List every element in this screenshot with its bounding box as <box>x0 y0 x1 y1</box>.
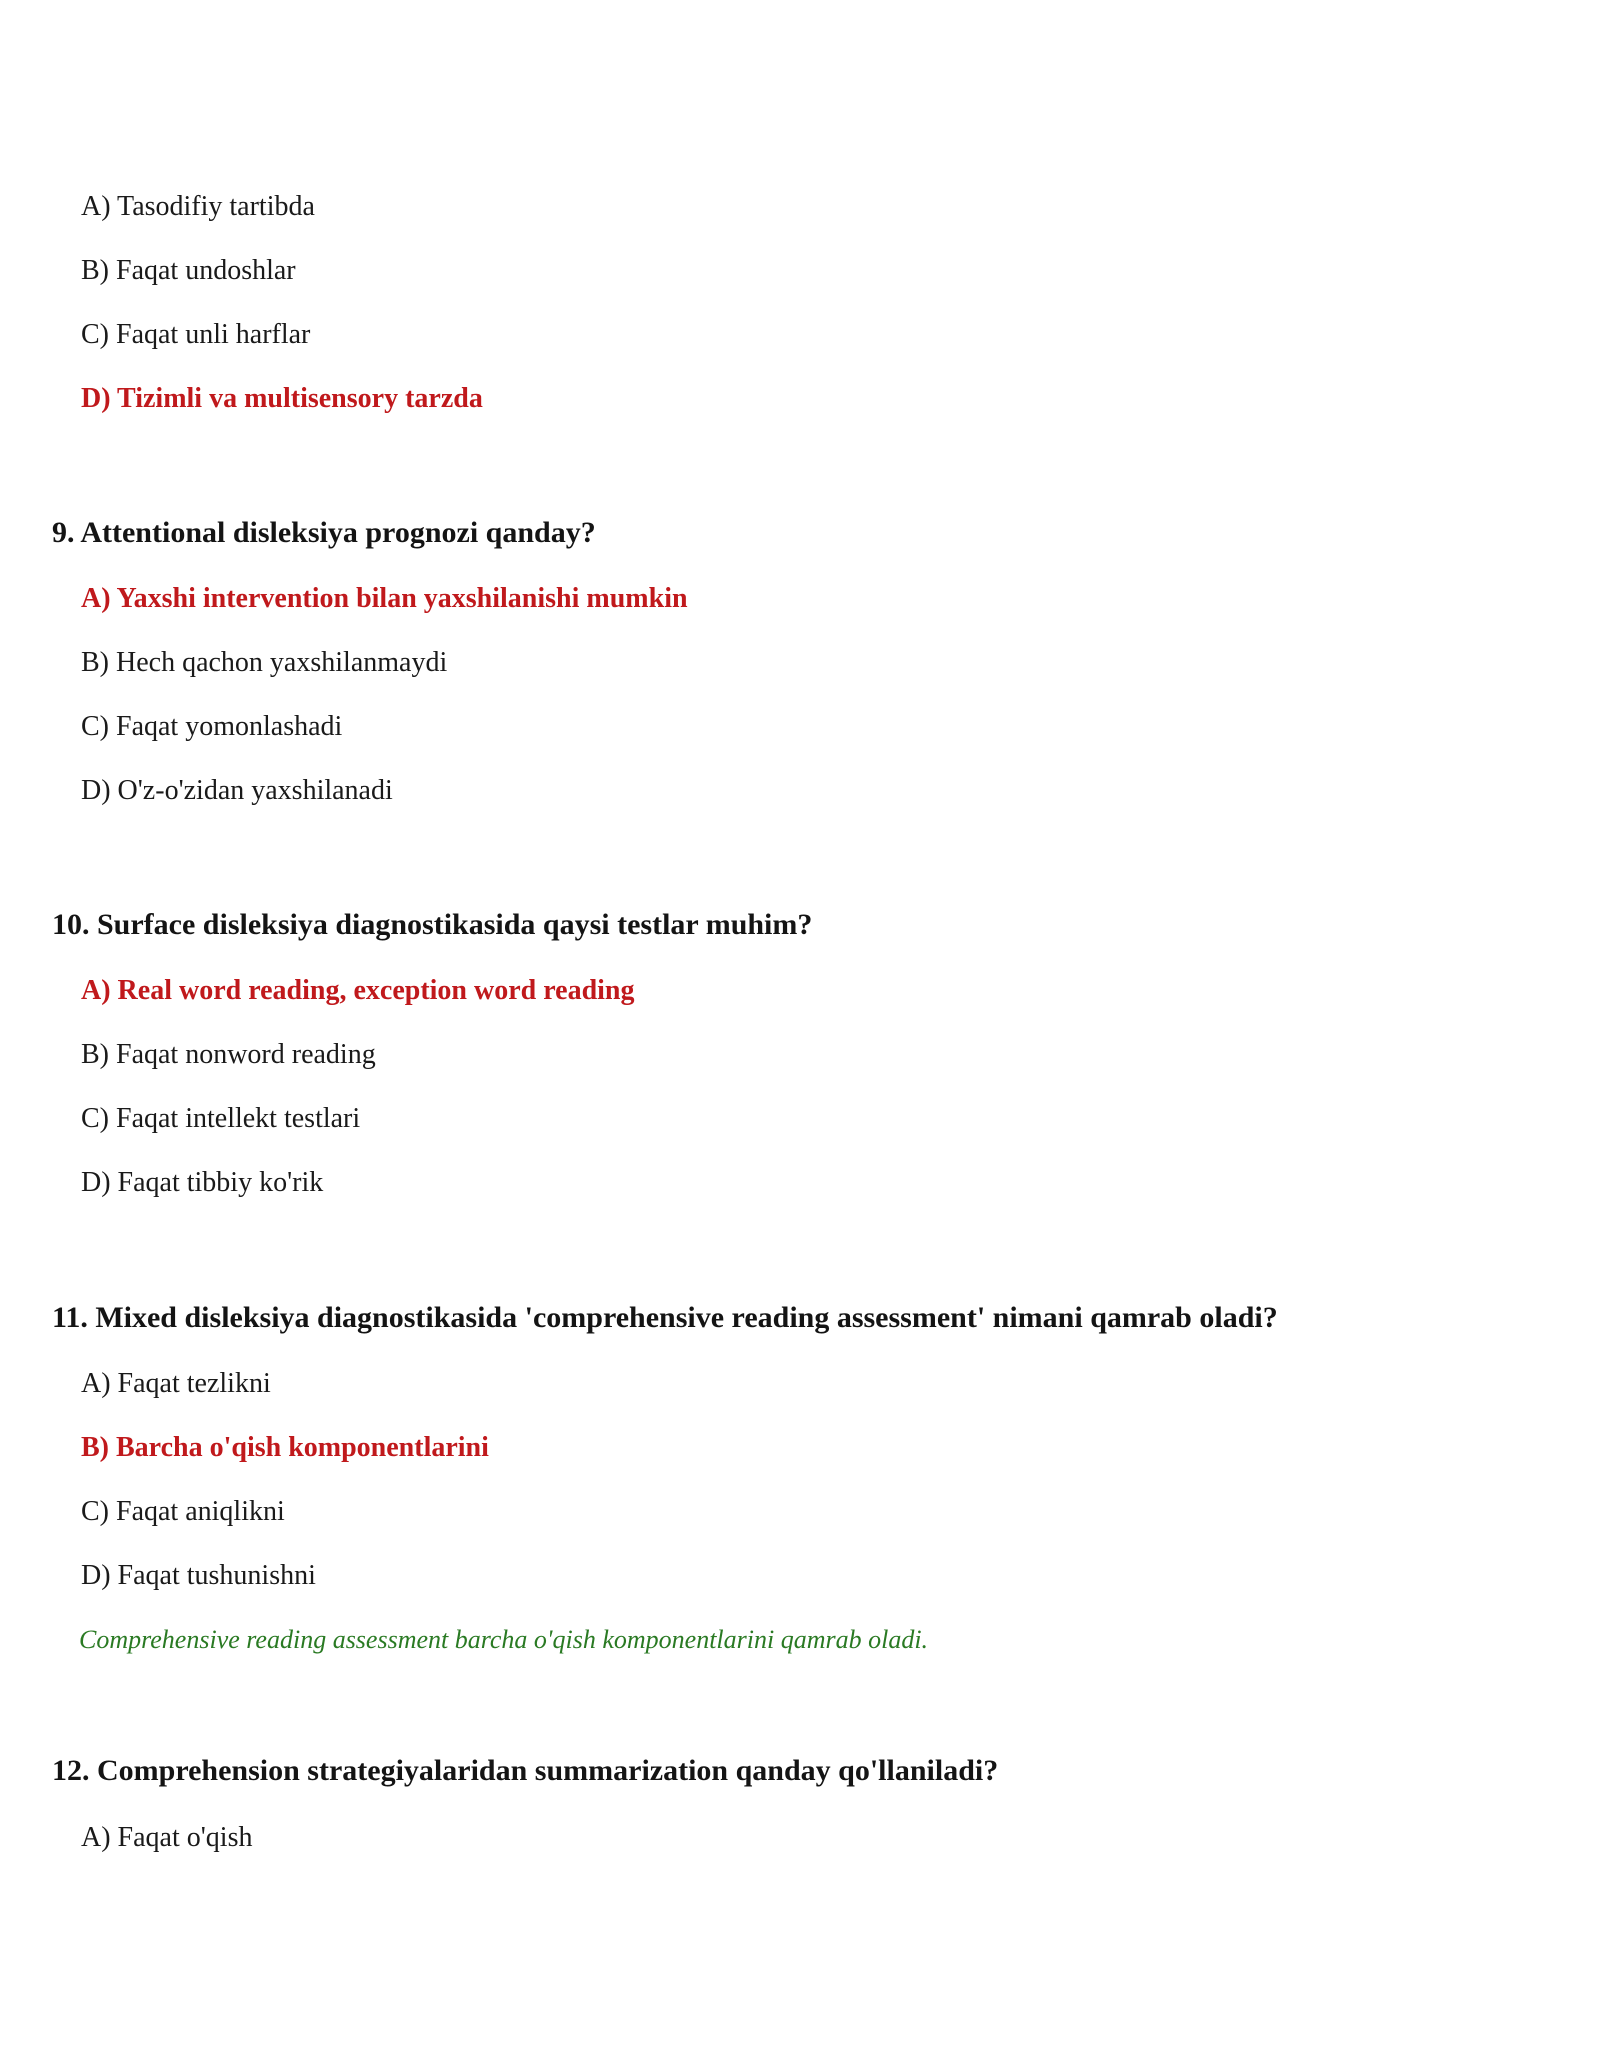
option-a: A) Tasodifiy tartibda <box>81 191 315 222</box>
question-10: 10. Surface disleksiya diagnostikasida qaysi testlar muhim? <box>52 908 813 941</box>
option-d: D) O'z-o'zidan yaxshilanadi <box>81 775 393 806</box>
option-a: A) Faqat tezlikni <box>81 1368 271 1399</box>
option-d-correct: D) Tizimli va multisensory tarzda <box>81 383 483 414</box>
question-9: 9. Attentional disleksiya prognozi qanday? <box>52 516 596 549</box>
option-a-correct: A) Real word reading, exception word reading <box>81 975 635 1006</box>
question-11: 11. Mixed disleksiya diagnostikasida 'comprehensive reading assessment' nimani qamrab oladi? <box>52 1301 1278 1334</box>
option-a: A) Faqat o'qish <box>81 1822 253 1853</box>
question-12: 12. Comprehension strategiyalaridan summarization qanday qo'llaniladi? <box>52 1754 999 1787</box>
option-c: C) Faqat intellekt testlari <box>81 1103 361 1134</box>
option-d: D) Faqat tushunishni <box>81 1560 316 1591</box>
option-a-correct: A) Yaxshi intervention bilan yaxshilanishi mumkin <box>81 583 688 614</box>
option-b: B) Faqat nonword reading <box>81 1039 376 1070</box>
option-c: C) Faqat aniqlikni <box>81 1496 285 1527</box>
option-d: D) Faqat tibbiy ko'rik <box>81 1167 324 1198</box>
explanation-note: Comprehensive reading assessment barcha o'qish komponentlarini qamrab oladi. <box>79 1625 929 1654</box>
option-b: B) Hech qachon yaxshilanmaydi <box>81 647 448 678</box>
option-b: B) Faqat undoshlar <box>81 255 296 286</box>
option-b-correct: B) Barcha o'qish komponentlarini <box>81 1432 489 1463</box>
option-c: C) Faqat yomonlashadi <box>81 711 343 742</box>
option-c: C) Faqat unli harflar <box>81 319 311 350</box>
